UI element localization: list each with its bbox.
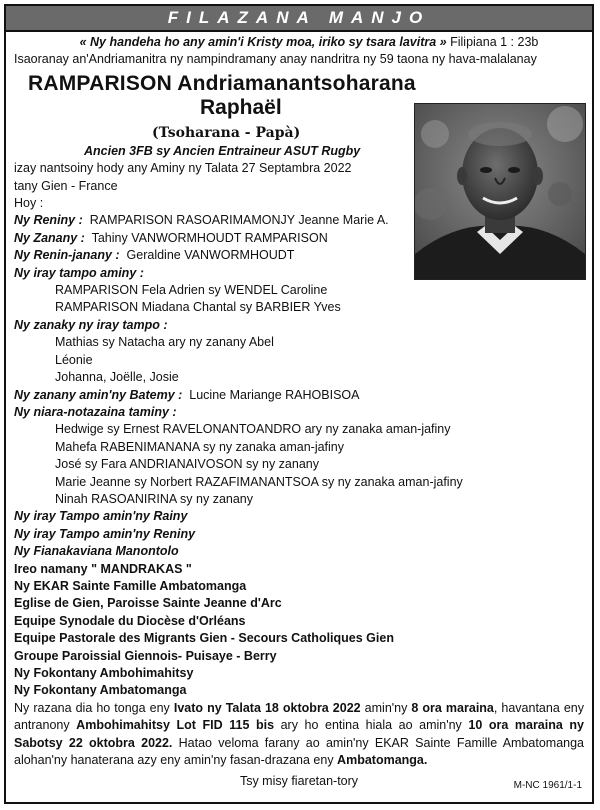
funeral-burial-place: Ambatomanga. [337, 753, 428, 768]
notice-header [6, 6, 592, 32]
family-line: Ny Fianakaviana Manontolo [14, 544, 179, 559]
iray-tampo-label: Ny iray tampo aminy : [14, 265, 144, 280]
zanany-row [14, 230, 584, 247]
notice-title: FILAZANA MANJO [167, 8, 431, 27]
zanany-label: Ny Zanany : [14, 230, 85, 245]
list-item: Mathias sy Natacha ary ny zanany Abel [55, 335, 274, 350]
list-item: Mahefa RABENIMANANA sy ny zanaka aman-jafiny [55, 439, 345, 454]
deceased-name-line1: RAMPARISON Andriamanantsoharana [28, 71, 416, 95]
zanaky-tampo-label: Ny zanaky ny iray tampo : [14, 317, 168, 332]
death-line1: izay nantsoiny hody any Aminy ny Talata 27 Septambra 2022 [14, 161, 352, 176]
quote-reference: Filipiana 1 : 23b [450, 35, 539, 49]
family-line: Ny iray Tampo amin'ny Rainy [14, 509, 188, 524]
funeral-text: ary ho entina hiala ao amin'ny [274, 718, 469, 733]
intro-text: Isaoranay an'Andriamanitra ny nampindramany anay nandritra ny 59 taona ny hava-malalanay [14, 52, 537, 67]
organization-line: Eglise de Gien, Paroisse Sainte Jeanne d'Arc [14, 596, 282, 611]
zanany-batemy-row [14, 387, 584, 404]
reference-code: M-NC 1961/1-1 [513, 780, 582, 792]
death-line2: tany Gien - France [14, 178, 118, 193]
renin-janany-label: Ny Renin-janany : [14, 248, 120, 263]
list-item: RAMPARISON Miadana Chantal sy BARBIER Yves [55, 300, 341, 315]
funeral-text: Hatao veloma farany ao amin'ny EKAR Sainte Famille Ambatomanga alohan'ny hanaterana azy eny amin'ny fasan-drazana eny [14, 735, 584, 768]
closing-text: Tsy misy fiaretan-tory [239, 774, 359, 789]
zanany-batemy-label: Ny zanany amin'ny Batemy : [14, 387, 183, 402]
notice-frame [4, 4, 594, 804]
funeral-address: Ambohimahitsy Lot FID 115 bis [76, 718, 275, 733]
reniny-label: Ny Reniny : [14, 213, 83, 228]
renin-janany-row [14, 247, 584, 264]
list-item: Léonie [55, 352, 93, 367]
funeral-time: 8 ora maraina [411, 700, 494, 715]
bible-quote [34, 34, 584, 51]
organization-line: Ny EKAR Sainte Famille Ambatomanga [14, 578, 247, 593]
niara-notaiza-label: Ny niara-notazaina taminy : [14, 404, 177, 419]
organization-line: Ny Fokontany Ambatomanga [14, 683, 187, 698]
list-item: Johanna, Joëlle, Josie [55, 370, 179, 385]
organization-line: Equipe Synodale du Diocèse d'Orléans [14, 613, 246, 628]
organization-line: Ireo namany " MANDRAKAS " [14, 561, 192, 576]
hoy-label: Hoy : [14, 196, 44, 211]
zanany-batemy-value: Lucine Mariange RAHOBISOA [189, 387, 360, 402]
deceased-title: Ancien 3FB sy Ancien Entraineur ASUT Rugby [84, 143, 361, 158]
list-item: RAMPARISON Fela Adrien sy WENDEL Caroline [55, 283, 328, 298]
list-item: Hedwige sy Ernest RAVELONANTOANDRO ary ny zanaka aman-jafiny [55, 422, 451, 437]
organization-line: Ny Fokontany Ambohimahitsy [14, 666, 194, 680]
renin-janany-value: Geraldine VANWORMHOUDT [126, 248, 295, 263]
organization-line: Groupe Paroissial Giennois- Puisaye - Berry [14, 648, 277, 663]
closing-row [14, 773, 584, 790]
list-item: Marie Jeanne sy Norbert RAZAFIMANANTSOA sy ny zanaka aman-jafiny [55, 474, 463, 489]
funeral-text: amin'ny [360, 700, 412, 715]
funeral-date: Ivato ny Talata 18 oktobra 2022 [173, 700, 361, 715]
funeral-text: , havantana eny antranony [14, 700, 584, 733]
funeral-departure: 10 ora maraina ny Sabotsy 22 oktobra 2022. [14, 718, 584, 750]
quote-text: « Ny handeha ho any amin'i Kristy moa, iriko sy tsara lavitra » [79, 35, 447, 49]
reniny-value: RAMPARISON RASOARIMAMONJY Jeanne Marie A. [89, 213, 389, 228]
list-item: Ninah RASOANIRINA sy ny zanany [55, 491, 253, 506]
zanany-value: Tahiny VANWORMHOUDT RAMPARISON [91, 230, 328, 245]
family-line: Ny iray Tampo amin'ny Reniny [14, 526, 196, 541]
funeral-text: Ny razana dia ho tonga eny [14, 700, 174, 715]
reniny-row [14, 212, 584, 229]
organization-line: Equipe Pastorale des Migrants Gien - Secours Catholiques Gien [14, 631, 394, 646]
deceased-name-line2: Raphaël [200, 95, 282, 119]
deceased-nickname: (Tsoharana - Papà) [152, 124, 301, 141]
list-item: José sy Fara ANDRIANAIVOSON sy ny zanany [55, 457, 319, 472]
funeral-paragraph [14, 700, 584, 770]
notice-body [14, 34, 584, 791]
